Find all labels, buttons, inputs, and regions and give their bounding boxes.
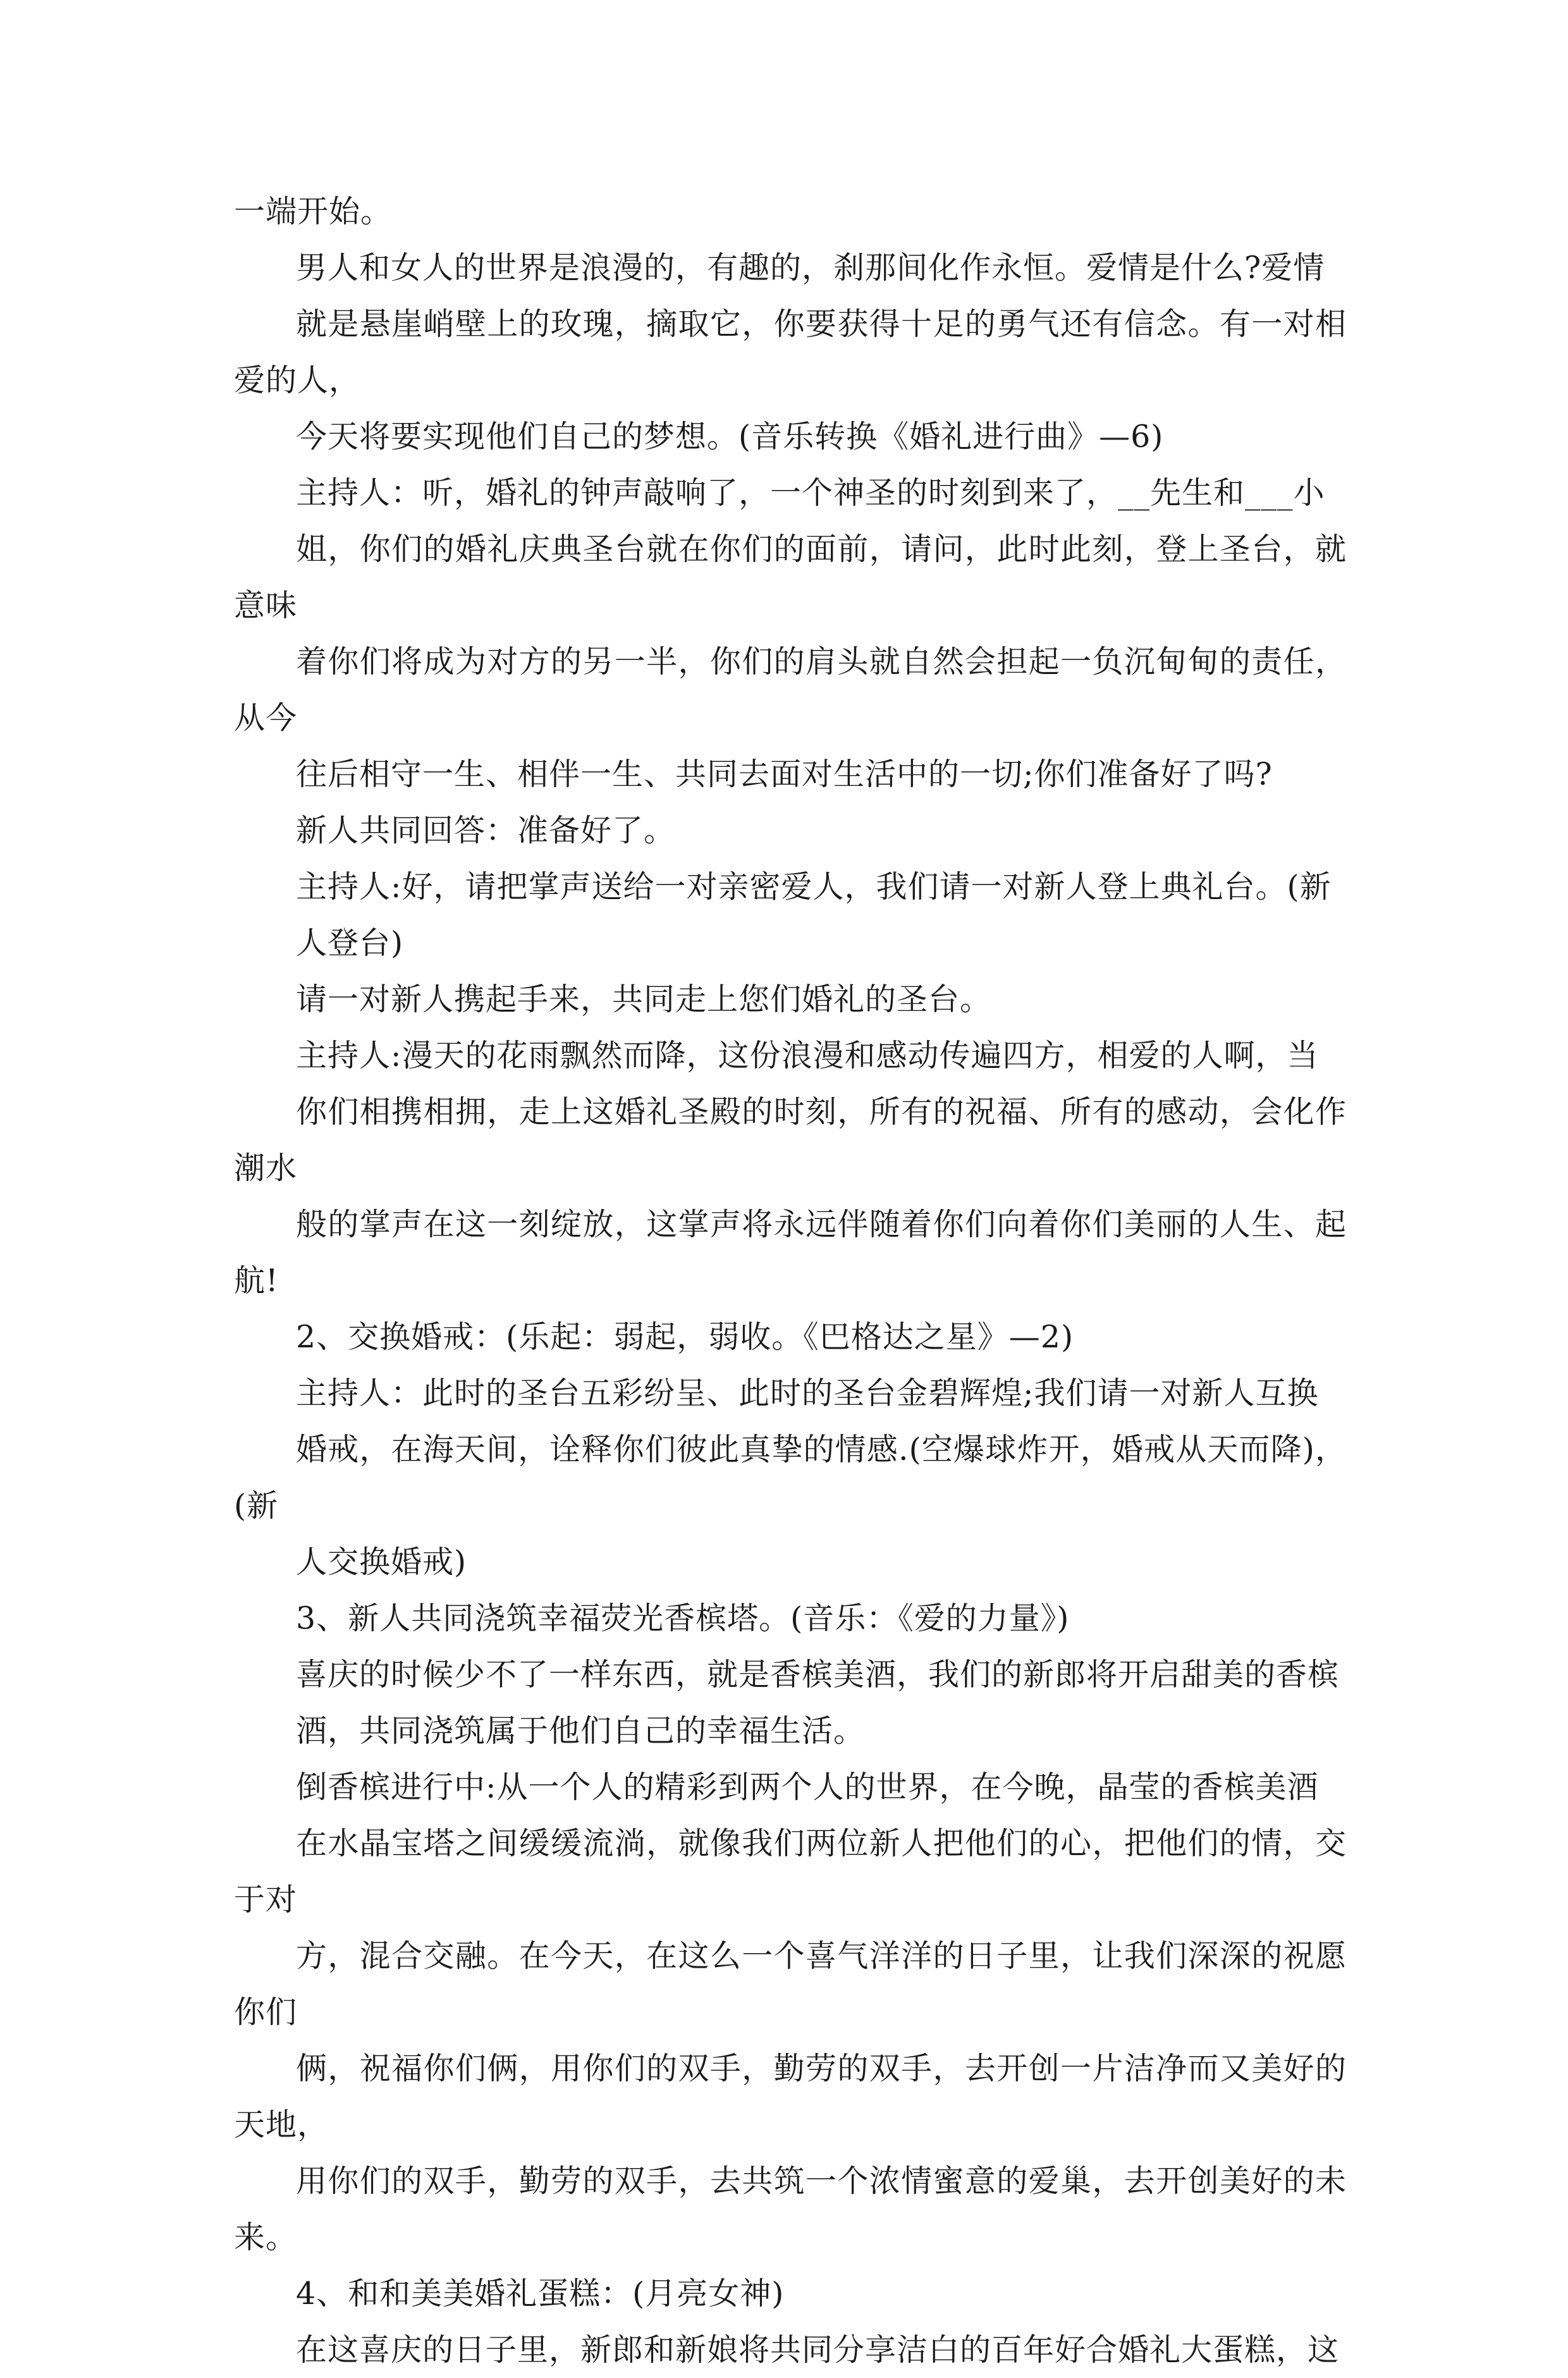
paragraph — [234, 240, 1347, 465]
paragraph — [234, 465, 1347, 802]
paragraph — [234, 1590, 1347, 1646]
paragraph — [234, 1309, 1347, 1365]
text-line: 主持人：听，婚礼的钟声敲响了，一个神圣的时刻到来了，__先生和___小 — [296, 475, 1325, 511]
text-line: 着你们将成为对方的另一半，你们的肩头就自然会担起一负沉甸甸的责任，从今 — [234, 644, 1347, 736]
text-line: 俩，祝福你们俩，用你们的双手，勤劳的双手，去开创一片洁净而又美好的天地， — [234, 2050, 1347, 2143]
text-line: 方，混合交融。在今天，在这么一个喜气洋洋的日子里，让我们深深的祝愿你们 — [234, 1938, 1347, 2030]
text-line: 4、和和美美婚礼蛋糕：(月亮女神) — [296, 2276, 785, 2312]
document-body — [234, 183, 1347, 2378]
text-line: 主持人:好，请把掌声送给一对亲密爱人，我们请一对新人登上典礼台。(新 — [296, 869, 1332, 905]
text-line: 今天将要实现他们自己的梦想。(音乐转换《婚礼进行曲》—6) — [296, 419, 1164, 455]
text-line: 在水晶宝塔之间缓缓流淌，就像我们两位新人把他们的心，把他们的情，交于对 — [234, 1825, 1347, 1918]
paragraph — [234, 971, 1347, 1027]
paragraph — [234, 859, 1347, 971]
text-line: 新人共同回答：准备好了。 — [296, 812, 676, 849]
text-line: 人登台) — [296, 925, 404, 961]
text-line: 你们相携相拥，走上这婚礼圣殿的时刻，所有的祝福、所有的感动，会化作潮水 — [234, 1094, 1347, 1186]
text-line: 男人和女人的世界是浪漫的，有趣的，刹那间化作永恒。爱情是什么?爱情 — [296, 250, 1325, 286]
text-line: 3、新人共同浇筑幸福荧光香槟塔。(音乐：《爱的力量》) — [296, 1600, 1070, 1636]
text-line: 一端开始。 — [234, 193, 393, 230]
paragraph — [234, 1759, 1347, 2265]
paragraph — [234, 1027, 1347, 1309]
text-line: 酒，共同浇筑属于他们自己的幸福生活。 — [296, 1713, 866, 1749]
text-line: 请一对新人携起手来，共同走上您们婚礼的圣台。 — [296, 981, 992, 1017]
text-line: 往后相守一生、相伴一生、共同去面对生活中的一切;你们准备好了吗? — [296, 756, 1273, 792]
text-line: 喜庆的时候少不了一样东西，就是香槟美酒，我们的新郎将开启甜美的香槟 — [296, 1657, 1340, 1693]
text-line: 人交换婚戒) — [296, 1544, 467, 1580]
text-line: 在这喜庆的日子里，新郎和新娘将共同分享洁白的百年好合婚礼大蛋糕，这 — [296, 2332, 1340, 2368]
text-line: 就是悬崖峭壁上的玫瑰，摘取它，你要获得十足的勇气还有信念。有一对相爱的人， — [234, 306, 1347, 398]
text-line: 2、交换婚戒：(乐起：弱起，弱收。《巴格达之星》—2) — [296, 1319, 1074, 1355]
text-line: 倒香槟进行中:从一个人的精彩到两个人的世界，在今晚，晶莹的香槟美酒 — [296, 1769, 1319, 1805]
paragraph — [234, 802, 1347, 859]
paragraph — [234, 183, 1347, 240]
text-line: 主持人:漫天的花雨飘然而降，这份浪漫和感动传遍四方，相爱的人啊，当 — [296, 1038, 1319, 1074]
paragraph — [234, 2322, 1347, 2378]
text-line: 婚戒，在海天间，诠释你们彼此真挚的情感.(空爆球炸开，婚戒从天而降)，(新 — [234, 1431, 1347, 1524]
paragraph — [234, 1365, 1347, 1590]
text-line: 用你们的双手，勤劳的双手，去共筑一个浓情蜜意的爱巢，去开创美好的未来。 — [234, 2163, 1347, 2255]
paragraph — [234, 2265, 1347, 2322]
text-line: 姐，你们的婚礼庆典圣台就在你们的面前，请问，此时此刻，登上圣台，就意味 — [234, 531, 1347, 623]
text-line: 般的掌声在这一刻绽放，这掌声将永远伴随着你们向着你们美丽的人生、起航! — [234, 1206, 1347, 1299]
paragraph — [234, 1646, 1347, 1759]
text-line: 主持人：此时的圣台五彩纷呈、此时的圣台金碧辉煌;我们请一对新人互换 — [296, 1375, 1319, 1411]
